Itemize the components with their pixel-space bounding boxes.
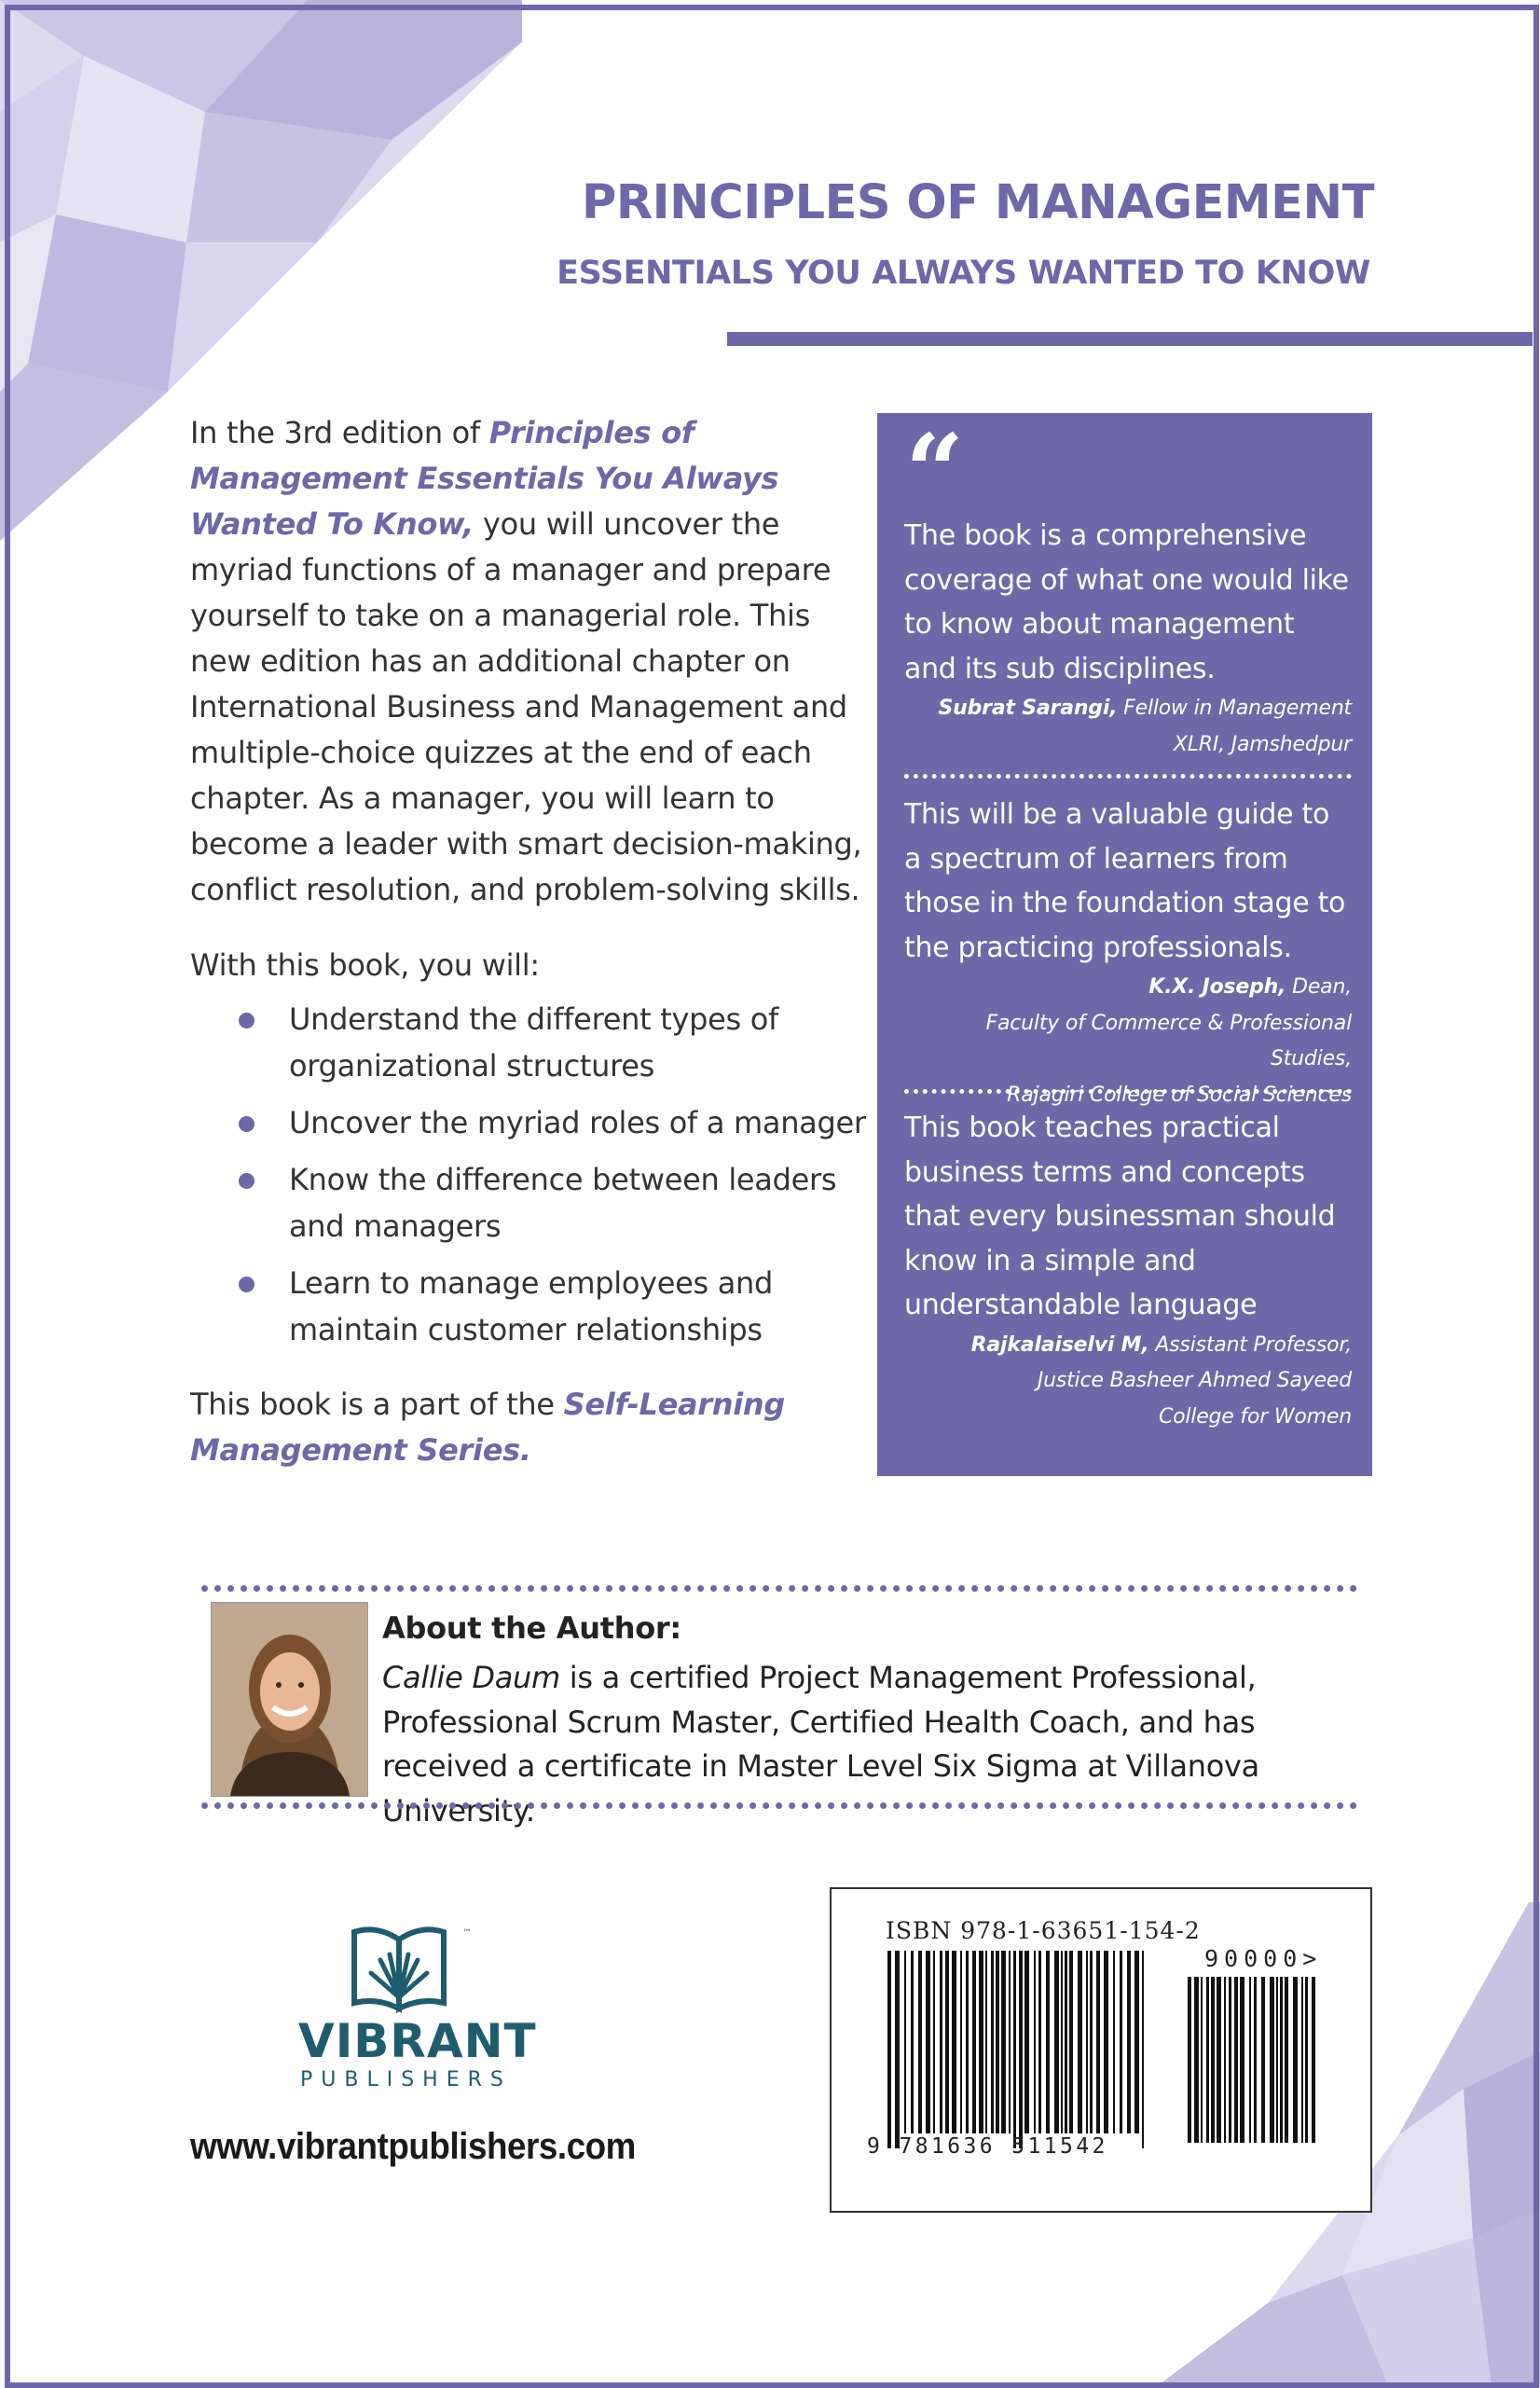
series-name: Self-Learning Management Series. xyxy=(190,1387,786,1468)
barcode-bar xyxy=(1090,1951,1093,2133)
barcode-bar xyxy=(895,1951,900,2148)
testimonial-org: Justice Basheer Ahmed Sayeed xyxy=(1037,1369,1352,1392)
barcode-bar xyxy=(1054,1951,1059,2133)
list-item xyxy=(190,996,880,1089)
barcode-bar xyxy=(1254,1977,1257,2143)
barcode-bar xyxy=(1078,1951,1082,2133)
barcode-bar xyxy=(1206,1977,1209,2143)
publisher-website: www.vibrantpublishers.com xyxy=(190,2126,636,2167)
author-divider-top xyxy=(201,1585,1357,1592)
barcode-bar xyxy=(1201,1977,1203,2143)
barcode-bar xyxy=(933,1951,935,2133)
testimonial-2 xyxy=(904,793,1352,1113)
bullet-dot xyxy=(239,1116,254,1132)
bullet-dot xyxy=(239,1013,254,1028)
testimonial-name: Subrat Sarangi, xyxy=(938,697,1118,720)
trademark: ™ xyxy=(462,1928,472,1939)
barcode-bar xyxy=(1134,1951,1139,2133)
barcode-bar xyxy=(887,1951,891,2148)
intro-book-name: Principles of Management Essentials You Always Wanted To Know, xyxy=(190,415,779,542)
testimonial-3 xyxy=(904,1106,1352,1435)
barcode-bar xyxy=(1234,1977,1238,2143)
barcode-bar xyxy=(1224,1977,1226,2143)
intro-paragraph xyxy=(190,410,866,913)
barcode-bar xyxy=(1305,1977,1308,2143)
testimonial-attribution xyxy=(904,691,1352,763)
barcode-bar xyxy=(940,1951,942,2133)
barcode-bar xyxy=(1285,1977,1288,2143)
barcode-bar xyxy=(1293,1977,1298,2143)
barcode-bar xyxy=(1280,1977,1283,2143)
barcode-bar xyxy=(1104,1951,1108,2133)
publisher-name: VIBRANT xyxy=(298,2014,537,2068)
testimonial-role: Dean, xyxy=(1286,975,1352,999)
barcode-bar xyxy=(1009,1951,1011,2133)
testimonial-text: The book is a comprehensive coverage of what one would like to know about management and its sub disciplines. xyxy=(904,519,1349,685)
book-subtitle: ESSENTIALS YOU ALWAYS WANTED TO KNOW xyxy=(557,255,1370,292)
barcode-bar xyxy=(1001,1951,1006,2133)
barcode-bar xyxy=(1061,1951,1063,2133)
barcode-bar xyxy=(1229,1977,1231,2143)
barcode-bar xyxy=(1312,1977,1315,2143)
isbn-barcode xyxy=(830,1887,1372,2213)
list-item-text: Know the difference between leaders and managers xyxy=(289,1162,837,1244)
testimonial-attribution xyxy=(904,1328,1352,1436)
author-name: Callie Daum xyxy=(382,1660,560,1695)
barcode-bar xyxy=(1194,1977,1199,2143)
list-item xyxy=(190,1260,880,1353)
barcode-bar xyxy=(1188,1977,1191,2143)
barcode-bar xyxy=(926,1951,930,2133)
dotted-divider xyxy=(904,774,1352,779)
series-note xyxy=(190,1382,880,1473)
barcode-bar xyxy=(1270,1977,1274,2143)
intro-lead: In the 3rd edition of xyxy=(190,415,489,450)
about-author-heading: About the Author: xyxy=(382,1610,681,1646)
benefits-heading: With this book, you will: xyxy=(190,947,540,983)
bullet-dot xyxy=(239,1173,254,1189)
barcode-bar xyxy=(1120,1951,1122,2133)
title-underline-bar xyxy=(727,332,1533,346)
barcode-bar xyxy=(911,1951,914,2133)
barcode-bar xyxy=(1301,1977,1303,2143)
isbn-number: ISBN 978-1-63651-154-2 xyxy=(886,1917,1201,1944)
testimonial-name: Rajkalaiselvi M, xyxy=(970,1332,1149,1357)
barcode-bar xyxy=(1024,1951,1029,2133)
barcode-bar xyxy=(960,1951,962,2133)
dotted-divider xyxy=(904,1089,1352,1094)
barcode-bar xyxy=(1096,1951,1100,2133)
barcode-bar xyxy=(1240,1977,1244,2143)
testimonial-text: This will be a valuable guide to a spectrum of learners from those in the foundation stage to the practicing professionals. xyxy=(904,798,1346,964)
barcode-bar xyxy=(952,1951,956,2133)
author-bio-text: is a certified Project Management Professional, Professional Scrum Master, Certified Health Coach, and has received a certificate in Master Level Six Sigma at Villanova University. xyxy=(382,1660,1259,1829)
barcode-bar xyxy=(1019,1951,1023,2148)
barcode-bar xyxy=(1013,1951,1016,2148)
barcode-bar xyxy=(966,1951,969,2133)
testimonial-text: This book teaches practical business terms and concepts that every businessman should know in a simple and understandable language xyxy=(904,1111,1336,1321)
testimonial-1 xyxy=(904,514,1352,763)
barcode-bar xyxy=(1261,1977,1265,2143)
barcode-bar xyxy=(1038,1951,1041,2133)
intro-body: you will uncover the myriad functions of a manager and prepare yourself to take on a managerial role. This new edition has an additional chapter on International Business and Management and multiple-choice quizzes at the end of each chapter. As a manager, you will learn to become a leader with smart decision-making, conflict resolution, and problem-solving skills. xyxy=(190,506,862,907)
author-portrait-icon xyxy=(212,1603,367,1796)
barcode-bar xyxy=(1069,1951,1073,2133)
barcode-bar xyxy=(1113,1951,1115,2133)
bullet-dot xyxy=(239,1277,254,1292)
quote-mark-icon: “ xyxy=(905,411,965,531)
barcode-bar xyxy=(1249,1977,1251,2143)
testimonial-org: XLRI, Jamshedpur xyxy=(1173,732,1352,756)
list-item-text: Uncover the myriad roles of a manager xyxy=(289,1105,866,1140)
barcode-bar xyxy=(1046,1951,1050,2133)
testimonial-role: Fellow in Management xyxy=(1117,697,1352,720)
publisher-sub: PUBLISHERS xyxy=(300,2068,512,2091)
barcode-bar xyxy=(991,1951,994,2133)
testimonial-org: Faculty of Commerce & Professional Studies, xyxy=(985,1011,1352,1070)
barcode-digits: 9 781636 511542 xyxy=(867,2134,1108,2159)
barcode-bar xyxy=(996,1951,999,2133)
barcode-bar xyxy=(1065,1951,1067,2133)
barcode-bar xyxy=(904,1951,906,2133)
testimonial-org-2: College for Women xyxy=(1158,1404,1352,1429)
barcode-bar xyxy=(979,1951,983,2133)
barcode-bar xyxy=(1211,1977,1215,2143)
barcode-bar xyxy=(1142,1951,1144,2148)
testimonials-box xyxy=(877,413,1372,1476)
open-book-logo-icon xyxy=(296,1923,520,2016)
barcode-bar xyxy=(1086,1951,1088,2133)
barcode-bars xyxy=(832,1889,1370,2211)
barcode-bar xyxy=(972,1951,976,2133)
barcode-bar xyxy=(985,1951,987,2133)
testimonial-org-2: Rajagiri College of Social Sciences xyxy=(1007,1083,1352,1107)
series-lead: This book is a part of the xyxy=(190,1387,564,1422)
list-item xyxy=(190,1099,880,1146)
list-item-text: Learn to manage employees and maintain customer relationships xyxy=(289,1265,774,1347)
book-title: PRINCIPLES OF MANAGEMENT xyxy=(582,175,1374,230)
barcode-bar xyxy=(1034,1951,1036,2133)
author-divider-bottom xyxy=(201,1802,1357,1809)
list-item-text: Understand the different types of organizational structures xyxy=(289,1001,778,1084)
barcode-bar xyxy=(918,1951,922,2133)
barcode-bar xyxy=(945,1951,949,2133)
list-item xyxy=(190,1156,880,1249)
barcode-bar xyxy=(1127,1951,1131,2133)
testimonial-role: Assistant Professor, xyxy=(1148,1332,1352,1357)
barcode-bar xyxy=(1276,1977,1278,2143)
testimonial-name: K.X. Joseph, xyxy=(1148,975,1286,999)
author-photo xyxy=(211,1602,368,1797)
benefits-list xyxy=(190,996,880,1363)
barcode-bar xyxy=(1217,1977,1221,2143)
price-code: 90000> xyxy=(1204,1945,1323,1972)
